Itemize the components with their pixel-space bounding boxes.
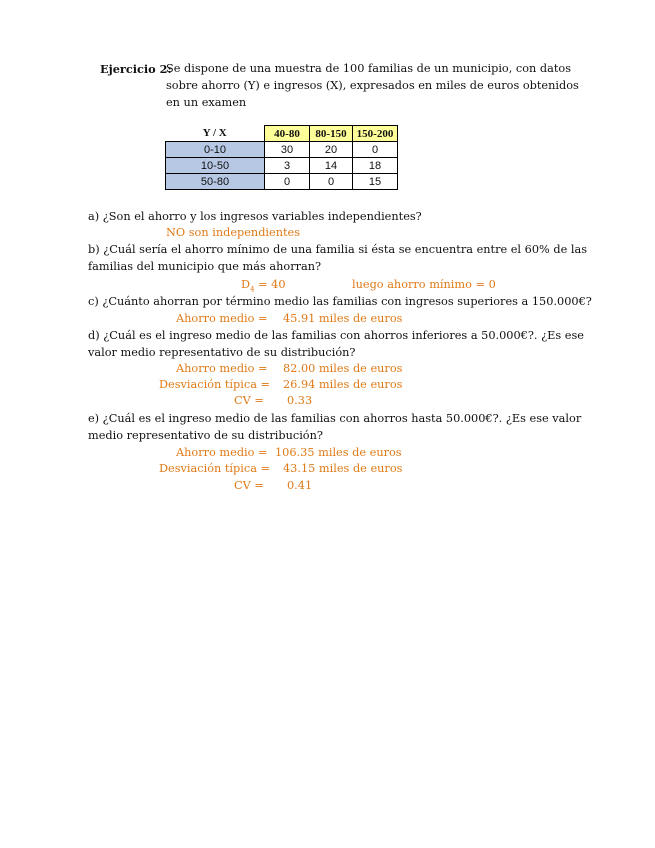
- answer-e-cv-label: CV =: [234, 479, 264, 492]
- answer-d-cv-label: CV =: [234, 394, 264, 407]
- table-cell: 0: [353, 142, 398, 158]
- row-header: 50-80: [166, 174, 265, 190]
- column-header-150-200: 150-200: [353, 126, 398, 142]
- question-d-line-2: valor medio representativo de su distribución?: [88, 346, 356, 359]
- table-cell: 0: [310, 174, 353, 190]
- question-b-line-2: familias del municipio que más ahorran?: [88, 260, 322, 273]
- answer-d-cv-value: 0.33: [287, 394, 313, 407]
- answer-c-value: 45.91 miles de euros: [283, 312, 403, 325]
- contingency-table: [165, 125, 398, 190]
- table-cell: 30: [265, 142, 310, 158]
- answer-a: NO son independientes: [166, 226, 301, 239]
- decile-value: = 40: [254, 278, 286, 291]
- answer-e-sd-label: Desviación típica =: [159, 462, 270, 475]
- table-row: [166, 174, 398, 190]
- question-e-line-2: medio representativo de su distribución?: [88, 429, 323, 442]
- table-row: [166, 142, 398, 158]
- table-row: [166, 158, 398, 174]
- question-d-line-1: d) ¿Cuál es el ingreso medio de las familias con ahorros inferiores a 50.000€?. ¿Es ese: [88, 329, 584, 342]
- exercise-label: Ejercicio 2:: [100, 62, 172, 76]
- column-header-80-150: 80-150: [310, 126, 353, 142]
- answer-e-mean-value: 106.35 miles de euros: [275, 446, 402, 459]
- answer-e-cv-value: 0.41: [287, 479, 313, 492]
- answer-b-decile: [241, 278, 286, 296]
- answer-e-mean-label: Ahorro medio =: [176, 446, 268, 459]
- row-header: 10-50: [166, 158, 265, 174]
- answer-d-mean-label: Ahorro medio =: [176, 362, 268, 375]
- exercise-statement-line-2: sobre ahorro (Y) e ingresos (X), expresados en miles de euros obtenidos: [166, 79, 579, 92]
- table-cell: 18: [353, 158, 398, 174]
- table-cell: 0: [265, 174, 310, 190]
- answer-e-sd-value: 43.15 miles de euros: [283, 462, 403, 475]
- column-header-40-80: 40-80: [265, 126, 310, 142]
- question-e-line-1: e) ¿Cuál es el ingreso medio de las familias con ahorros hasta 50.000€?. ¿Es ese valor: [88, 412, 582, 425]
- decile-subscript: 4: [250, 285, 255, 294]
- table-cell: 15: [353, 174, 398, 190]
- decile-symbol: D: [241, 278, 251, 291]
- exercise-statement-line-3: en un examen: [166, 96, 247, 109]
- table-corner-label: Y / X: [202, 127, 227, 140]
- answer-d-sd-value: 26.94 miles de euros: [283, 378, 403, 391]
- row-header: 0-10: [166, 142, 265, 158]
- question-c: c) ¿Cuánto ahorran por término medio las familias con ingresos superiores a 150.000€?: [88, 295, 592, 308]
- exercise-statement-line-1: Se dispone de una muestra de 100 familias de un municipio, con datos: [166, 62, 572, 75]
- answer-d-mean-value: 82.00 miles de euros: [283, 362, 403, 375]
- answer-b-result: luego ahorro mínimo = 0: [352, 278, 496, 291]
- table-cell: 20: [310, 142, 353, 158]
- answer-d-sd-label: Desviación típica =: [159, 378, 270, 391]
- table-cell: 3: [265, 158, 310, 174]
- table-cell: 14: [310, 158, 353, 174]
- question-b-line-1: b) ¿Cuál sería el ahorro mínimo de una familia si ésta se encuentra entre el 60% de las: [88, 243, 587, 256]
- answer-c-label: Ahorro medio =: [176, 312, 268, 325]
- table-header-row: [166, 126, 398, 142]
- question-a: a) ¿Son el ahorro y los ingresos variables independientes?: [88, 210, 422, 223]
